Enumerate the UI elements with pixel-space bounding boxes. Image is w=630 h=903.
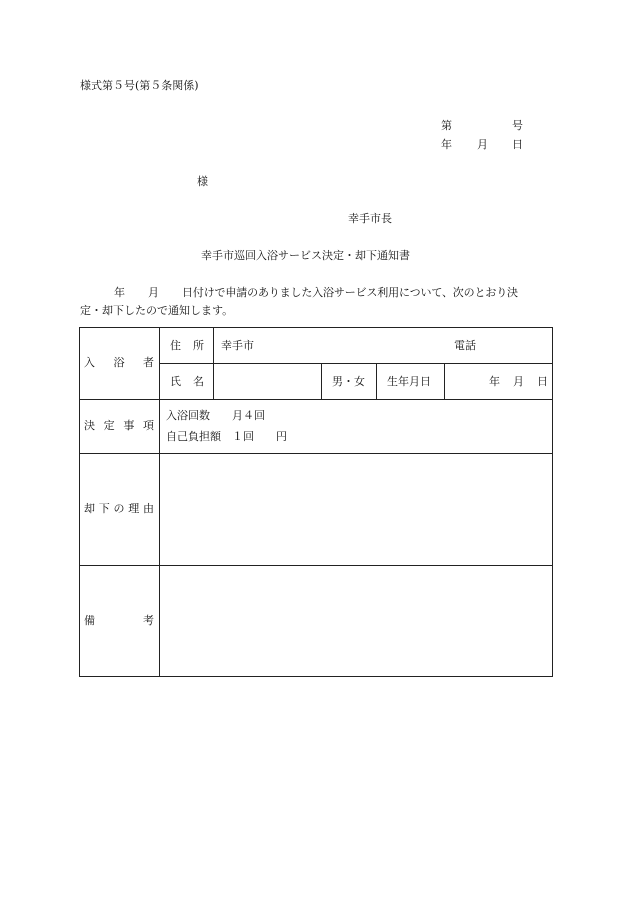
copay-amount: 自己負担額 １回 円 [166, 430, 287, 443]
birth-day-label: 日 [537, 375, 548, 388]
body-month-label: 月 [148, 286, 159, 299]
date-day-label: 日 [512, 138, 523, 151]
birth-year-label: 年 [489, 375, 500, 388]
date-month-label: 月 [477, 138, 488, 151]
form-number: 様式第５号(第５条関係) [80, 79, 199, 92]
birthdate-label: 生年月日 [387, 375, 431, 388]
address-label: 住 所 [170, 339, 204, 352]
rejection-reason-label: 却 下 の 理 由 [84, 502, 154, 515]
doc-number-prefix: 第 [441, 119, 452, 132]
body-text-line1: 日付けで申請のありました入浴サービス利用について、次のとおり決 [182, 286, 518, 299]
bath-count: 入浴回数 月４回 [166, 409, 265, 422]
date-year-label: 年 [441, 138, 452, 151]
document-title: 幸手市巡回入浴サービス決定・却下通知書 [201, 249, 410, 262]
addressee-suffix: 様 [197, 175, 208, 188]
decision-label: 決 定 事 項 [84, 419, 154, 432]
gender-label: 男・女 [332, 375, 365, 388]
name-label: 氏 名 [170, 375, 204, 388]
phone-label: 電話 [454, 339, 476, 352]
remarks-label: 備 考 [84, 614, 154, 627]
bather-label: 入 浴 者 [84, 356, 154, 369]
address-value: 幸手市 [221, 339, 254, 352]
body-year-label: 年 [114, 286, 125, 299]
doc-number-suffix: 号 [512, 119, 523, 132]
body-text-line2: 定・却下したので通知します。 [80, 304, 234, 317]
issuer-name: 幸手市長 [348, 212, 392, 225]
birth-month-label: 月 [513, 375, 524, 388]
